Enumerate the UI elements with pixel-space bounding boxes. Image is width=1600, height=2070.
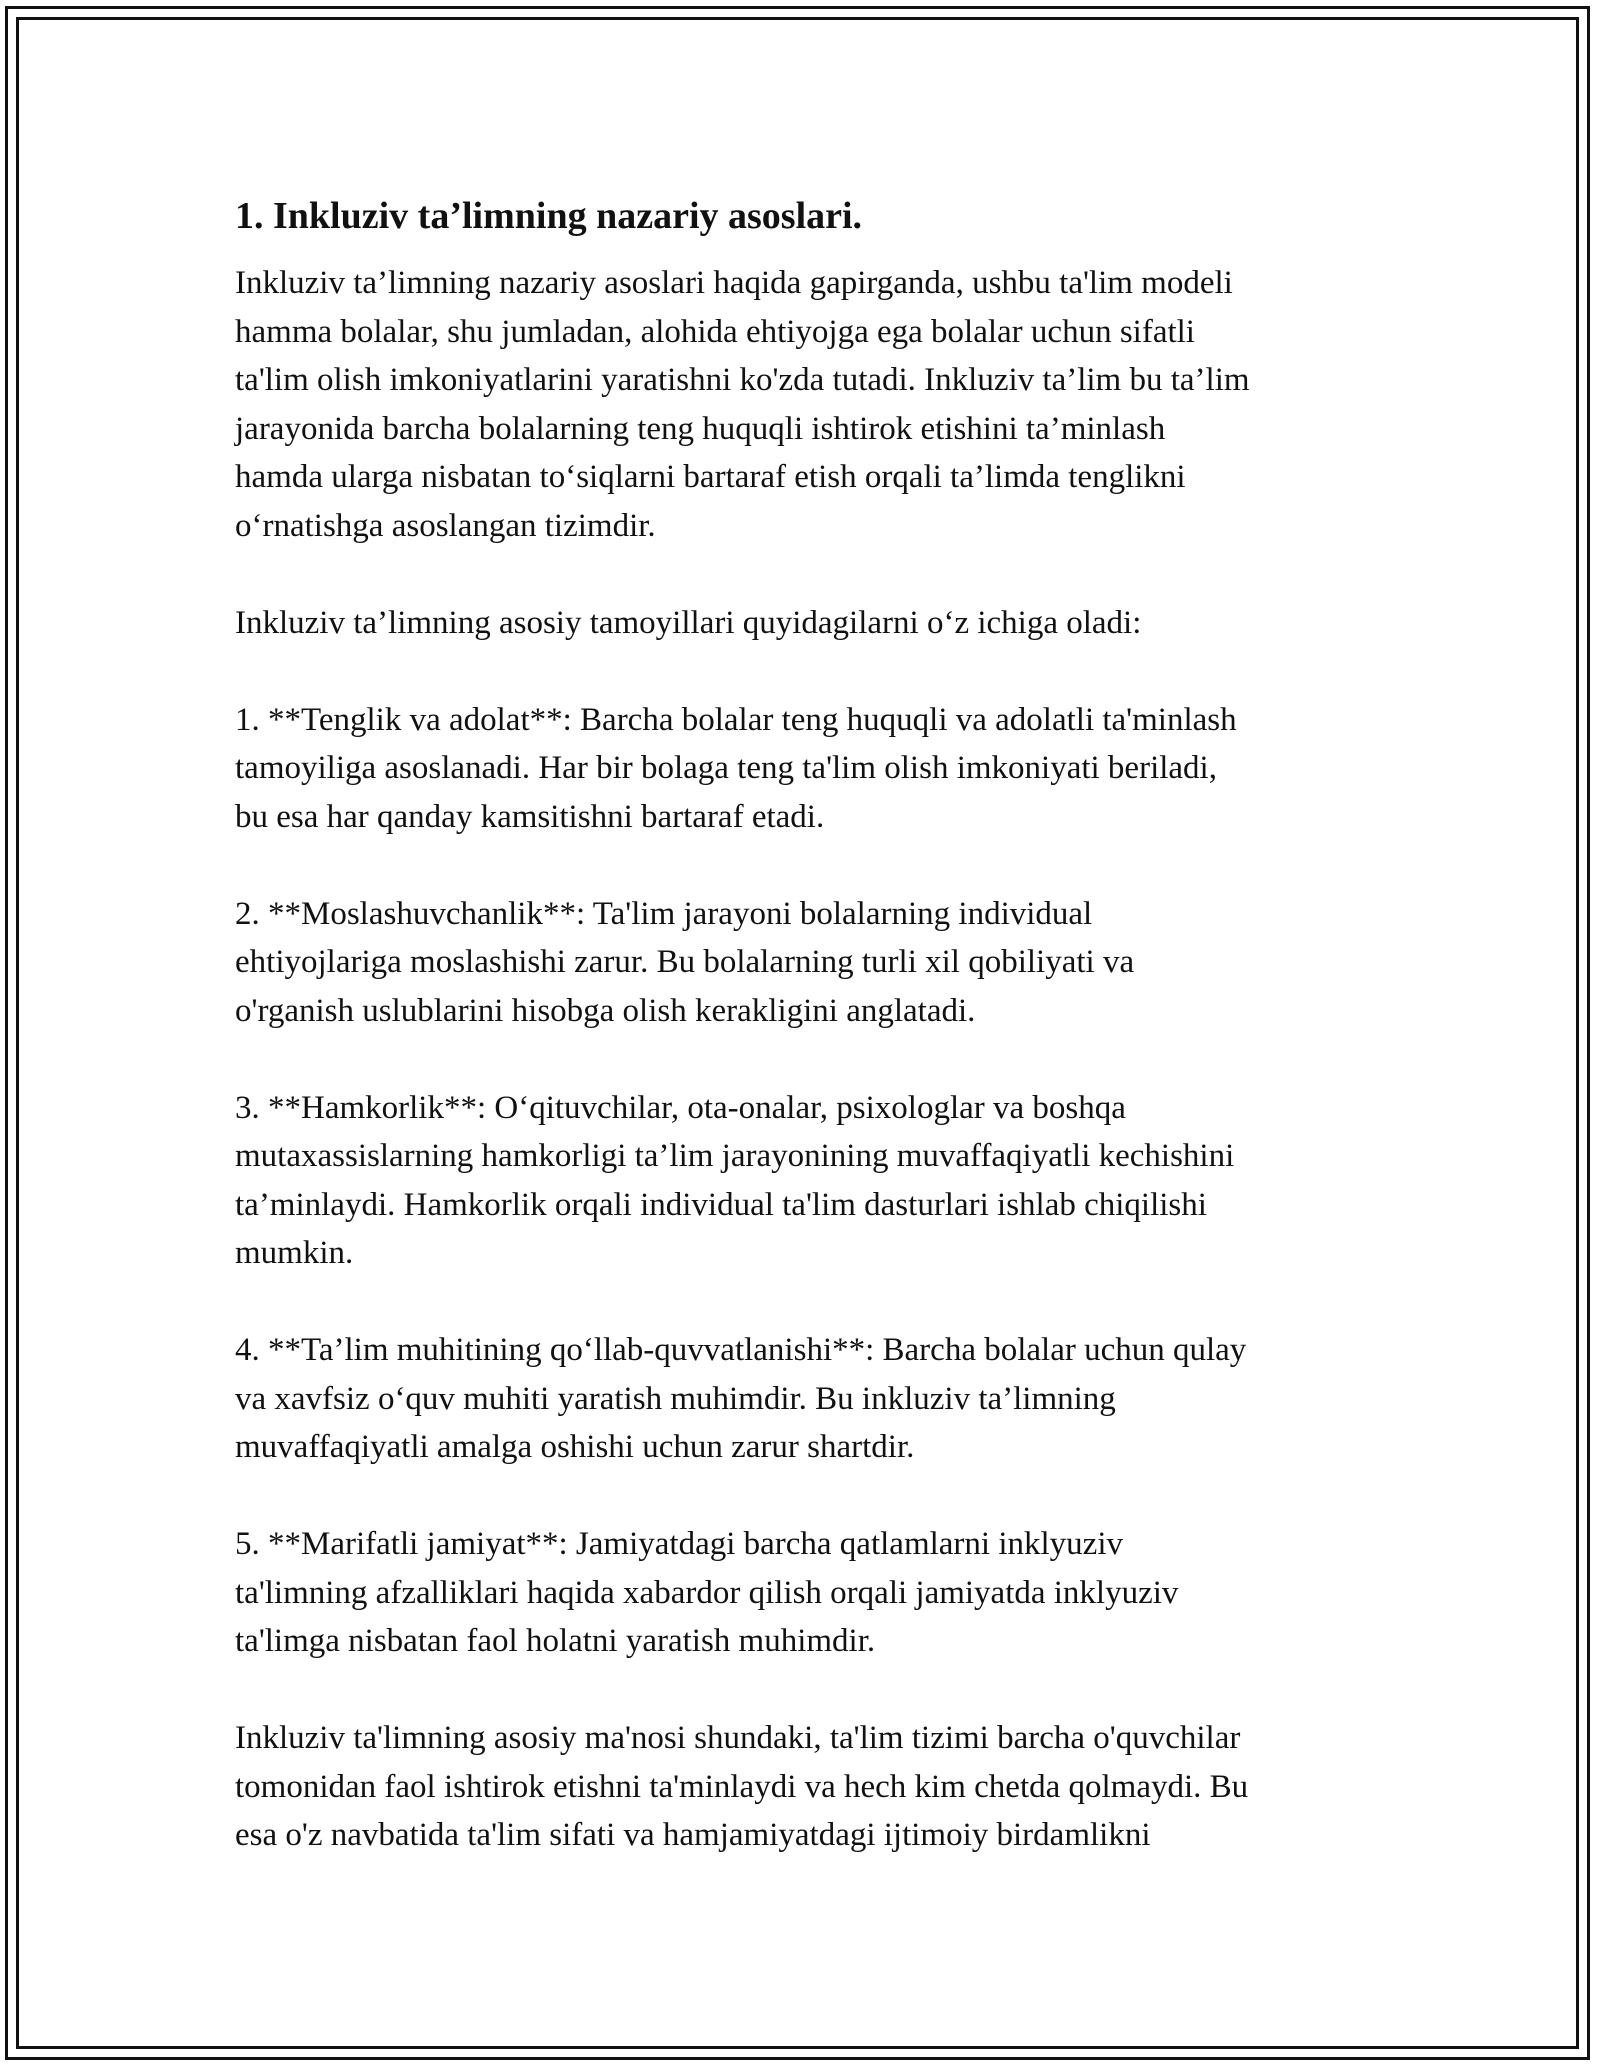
spacer (235, 550, 1385, 599)
principle-item-5 (235, 1520, 1385, 1666)
text-line: ta’minlaydi. Hamkorlik orqali individual ta'lim dasturlari ishlab chiqilishi (235, 1186, 1207, 1223)
paragraph-intro (235, 259, 1385, 550)
text-line: 4. **Ta’lim muhitining qo‘llab-quvvatlanishi**: Barcha bolalar uchun qulay (235, 1332, 1247, 1368)
principle-item-3 (235, 1084, 1385, 1278)
text-line: mutaxassislarning hamkorligi ta’lim jarayonining muvaffaqiyatli kechishini (235, 1138, 1235, 1174)
spacer (235, 1666, 1385, 1715)
text-line: mumkin. (235, 1235, 354, 1271)
section-heading: 1. Inkluziv ta’limning nazariy asoslari. (235, 195, 863, 237)
text-line: Inkluziv ta'limning asosiy ma'nosi shundaki, ta'lim tizimi barcha o'quvchilar (235, 1720, 1241, 1756)
principle-item-1 (235, 696, 1385, 842)
document-body (235, 189, 1385, 1860)
text-line: tomonidan faol ishtirok etishni ta'minlaydi va hech kim chetda qolmaydi. Bu (235, 1768, 1249, 1805)
spacer (235, 1472, 1385, 1521)
spacer (235, 1278, 1385, 1327)
text-line: 1. **Tenglik va adolat**: Barcha bolalar teng huquqli va adolatli ta'minlash (235, 701, 1237, 738)
paragraph-conclusion (235, 1714, 1385, 1860)
paragraph-principles-intro (235, 599, 1385, 648)
spacer (235, 841, 1385, 890)
spacer (235, 647, 1385, 696)
text-line: muvaffaqiyatli amalga oshishi uchun zarur shartdir. (235, 1429, 915, 1465)
text-line: hamda ularga nisbatan to‘siqlarni bartaraf etish orqali ta’limda tenglikni (235, 459, 1186, 495)
text-line: o'rganish uslublarini hisobga olish kerakligini anglatadi. (235, 992, 976, 1029)
spacer (235, 243, 1385, 259)
spacer (235, 1035, 1385, 1084)
text-line: 3. **Hamkorlik**: O‘qituvchilar, ota-onalar, psixologlar va boshqa (235, 1089, 1126, 1126)
text-line: ehtiyojlariga moslashishi zarur. Bu bolalarning turli xil qobiliyati va (235, 944, 1135, 980)
text-line: 5. **Marifatli jamiyat**: Jamiyatdagi barcha qatlamlarni inklyuziv (235, 1526, 1123, 1562)
text-line: Inkluziv ta’limning asosiy tamoyillari quyidagilarni o‘z ichiga oladi: (235, 604, 1142, 641)
text-line: esa o'z navbatida ta'lim sifati va hamjamiyatdagi ijtimoiy birdamlikni (235, 1817, 1151, 1853)
text-line: o‘rnatishga asoslangan tizimdir. (235, 507, 656, 544)
text-line: 2. **Moslashuvchanlik**: Ta'lim jarayoni bolalarning individual (235, 895, 1093, 932)
text-line: bu esa har qanday kamsitishni bartaraf etadi. (235, 798, 825, 835)
text-line: jarayonida barcha bolalarning teng huquqli ishtirok etishini ta’minlash (235, 410, 1166, 447)
text-line: va xavfsiz o‘quv muhiti yaratish muhimdir. Bu inkluziv ta’limning (235, 1380, 1116, 1417)
principle-item-2 (235, 890, 1385, 1036)
text-line: ta'limga nisbatan faol holatni yaratish muhimdir. (235, 1623, 876, 1659)
text-line: Inkluziv ta’limning nazariy asoslari haqida gapirganda, ushbu ta'lim modeli (235, 265, 1233, 301)
text-line: hamma bolalar, shu jumladan, alohida ehtiyojga ega bolalar uchun sifatli (235, 313, 1195, 350)
text-line: ta'limning afzalliklari haqida xabardor qilish orqali jamiyatda inklyuziv (235, 1574, 1179, 1611)
text-line: tamoyiliga asoslanadi. Har bir bolaga teng ta'lim olish imkoniyati beriladi, (235, 750, 1217, 786)
text-line: ta'lim olish imkoniyatlarini yaratishni ko'zda tutadi. Inkluziv ta’lim bu ta’lim (235, 362, 1250, 398)
principle-item-4 (235, 1326, 1385, 1472)
